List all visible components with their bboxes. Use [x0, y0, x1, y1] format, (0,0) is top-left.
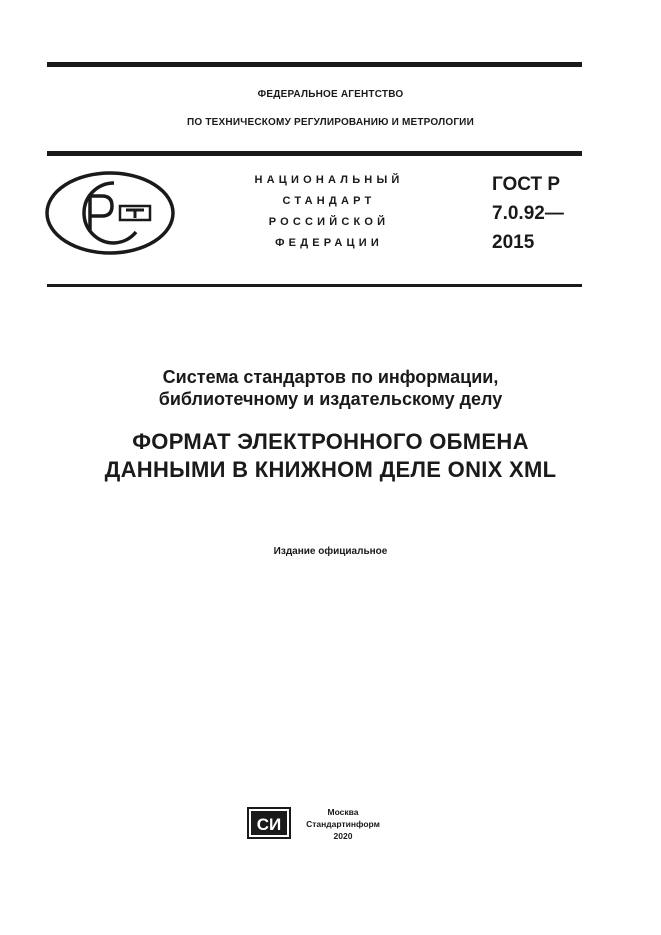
- standard-type-line-4: ФЕДЕРАЦИИ: [275, 237, 383, 249]
- standard-type-line-1: НАЦИОНАЛЬНЫЙ: [254, 174, 404, 186]
- standartinform-logo-icon: [247, 807, 291, 839]
- agency-line-2: ПО ТЕХНИЧЕСКОМУ РЕГУЛИРОВАНИЮ И МЕТРОЛОГИИ: [187, 117, 474, 128]
- designation-line-1: ГОСТ Р: [492, 174, 561, 195]
- designation-line-2: 7.0.92—: [492, 203, 564, 224]
- standard-designation: [492, 170, 564, 257]
- header-rule: [47, 151, 582, 156]
- designation-line-3: 2015: [492, 232, 535, 253]
- publisher-city: Москва: [327, 807, 359, 817]
- publisher-year: 2020: [333, 831, 353, 841]
- top-rule: [47, 62, 582, 67]
- subtitle-line-1: Система стандартов по информации,: [162, 367, 499, 387]
- standard-type-line-2: СТАНДАРТ: [282, 195, 376, 207]
- gost-r-logo-icon: [44, 170, 176, 256]
- standard-type-line-3: РОССИЙСКОЙ: [268, 216, 390, 228]
- agency-line-1: ФЕДЕРАЛЬНОЕ АГЕНТСТВО: [257, 89, 404, 100]
- title-line-2: ДАННЫМИ В КНИЖНОМ ДЕЛЕ ONIX XML: [104, 457, 557, 482]
- publisher-logo-text: СИ: [256, 815, 282, 834]
- title-line-1: ФОРМАТ ЭЛЕКТРОННОГО ОБМЕНА: [132, 429, 529, 454]
- logo-rule: [47, 284, 582, 287]
- edition-note: Издание официальное: [273, 546, 388, 557]
- publisher-name: Стандартинформ: [306, 819, 380, 829]
- publisher-block: [302, 806, 384, 842]
- standard-type-block: [236, 170, 422, 254]
- subtitle-line-2: библиотечному и издательскому делу: [158, 389, 503, 409]
- document-title: [0, 428, 661, 484]
- series-subtitle: [0, 366, 661, 410]
